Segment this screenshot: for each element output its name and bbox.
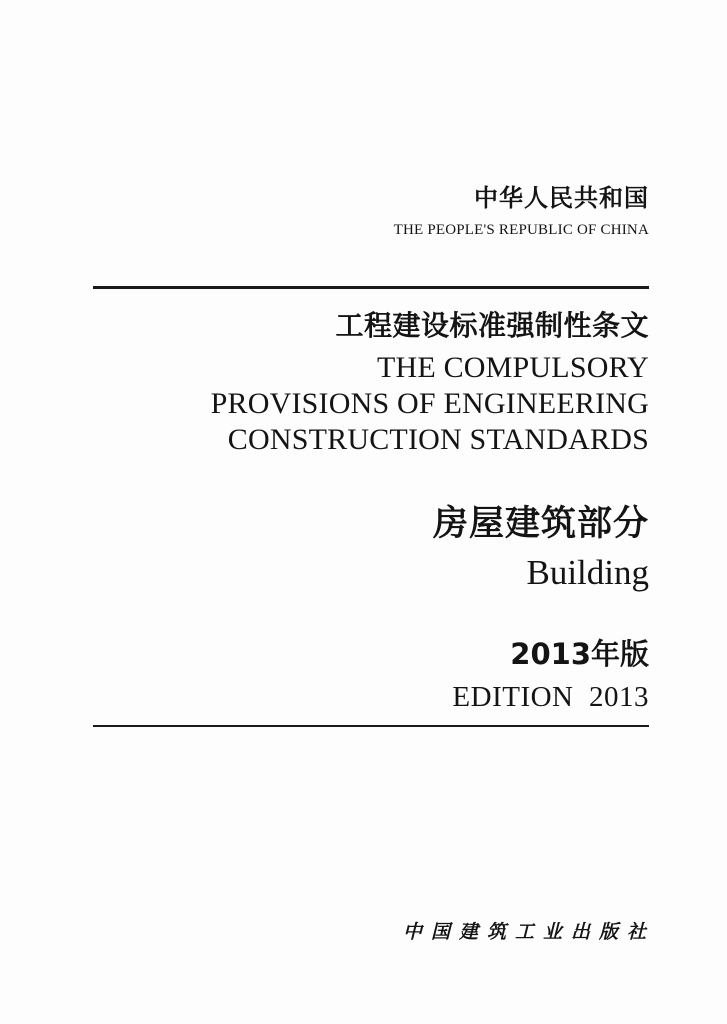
bottom-divider: [93, 725, 649, 727]
document-title-english-line-2: PROVISIONS OF ENGINEERING: [210, 387, 649, 420]
part-title-chinese: 房屋建筑部分: [432, 504, 649, 544]
country-name-english: THE PEOPLE'S REPUBLIC OF CHINA: [393, 222, 649, 238]
document-title-english-line-3: CONSTRUCTION STANDARDS: [227, 423, 649, 456]
part-title-english: Building: [526, 553, 649, 592]
document-title-english-line-1: THE COMPULSORY: [376, 351, 649, 384]
publisher-name: 中国建筑工业出版社: [402, 921, 655, 943]
edition-chinese: 2013年版: [510, 637, 649, 671]
document-title-english: [211, 350, 649, 458]
country-name-chinese: 中华人民共和国: [474, 184, 649, 212]
document-title-chinese: 工程建设标准强制性条文: [335, 309, 649, 342]
edition-english: EDITION 2013: [452, 681, 649, 713]
top-divider: [93, 286, 649, 289]
